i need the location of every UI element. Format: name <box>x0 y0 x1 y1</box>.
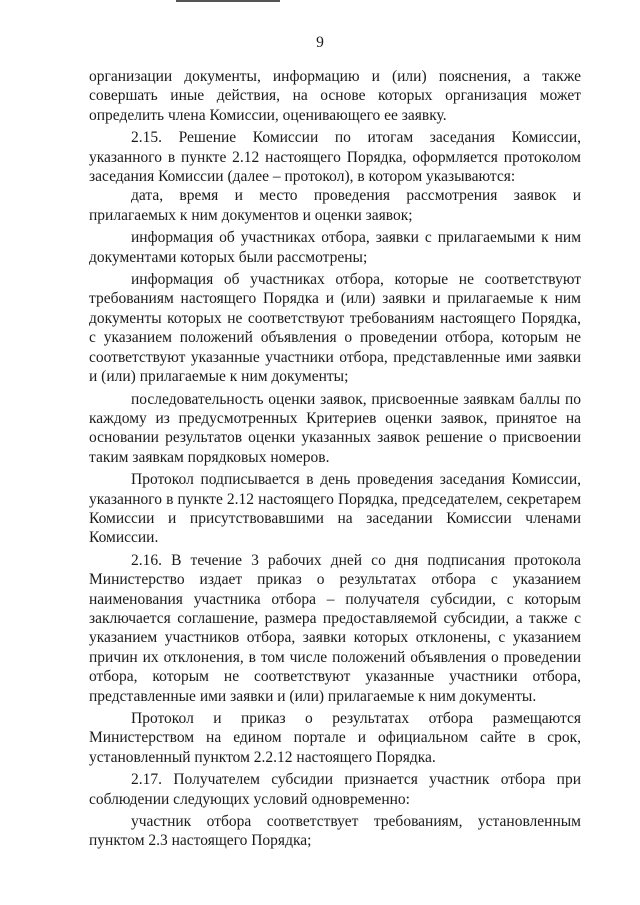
paragraph: Протокол подписывается в день проведения заседания Комиссии, указанного в пункте 2.12 настоящего Порядка, председателем, секретарем Комиссии и присутствовавшими на заседании Комиссии членами Комиссии. <box>89 471 581 547</box>
paragraph: 2.15. Решение Комиссии по итогам заседания Комиссии, указанного в пункте 2.12 настоящего Порядка, оформляется протоколом заседания Комиссии (далее – протокол), в котором указываются: <box>89 129 581 186</box>
paragraph: 2.16. В течение 3 рабочих дней со дня подписания протокола Министерство издает приказ о результатах отбора с указанием наименования участника отбора – получателя субсидии, с которым заключается соглашение, размера предоставляемой субсидии, а также с указанием участников отбора, заявки которых отклонены, с указанием причин их отклонения, в том числе положений объявления о проведении отбора, которым не соответствуют указанные участники отбора, представленные ими заявки и (или) прилагаемые к ним документы. <box>89 551 581 705</box>
paragraph: участник отбора соответствует требованиям, установленным пунктом 2.3 настоящего Порядка; <box>89 813 581 850</box>
page-number: 9 <box>316 34 324 51</box>
paragraph: Протокол и приказ о результатах отбора размещаются Министерством на едином портале и официальном сайте в срок, установленный пунктом 2.2.12 настоящего Порядка. <box>89 710 581 766</box>
paragraph: дата, время и место проведения рассмотрения заявок и прилагаемых к ним документов и оценки заявок; <box>89 187 581 224</box>
document-body <box>89 67 581 851</box>
paragraph: информация об участниках отбора, заявки с прилагаемыми к ним документами которых были рассмотрены; <box>89 229 581 266</box>
top-rule <box>176 0 280 2</box>
paragraph: 2.17. Получателем субсидии признается участник отбора при соблюдении следующих условий одновременно: <box>89 771 581 808</box>
paragraph: последовательность оценки заявок, присвоенные заявкам баллы по каждому из предусмотренных Критериев оценки заявок, принятое на основании результатов оценки указанных заявок решение о присвоении таким заявкам порядковых номеров. <box>89 390 581 466</box>
paragraph: организации документы, информацию и (или) пояснения, а также совершать иные действия, на основе которых организация может определить члена Комиссии, оценивающего ее заявку. <box>89 68 581 124</box>
paragraph: информация об участниках отбора, которые не соответствуют требованиям настоящего Порядка и (или) заявки и прилагаемые к ним документы которых не соответствуют требованиям настоящего Порядка, с указанием положений объявления о проведении отбора, которым не соответствуют указанные участники отбора, представленные ими заявки и (или) прилагаемые к ним документы; <box>89 271 581 386</box>
